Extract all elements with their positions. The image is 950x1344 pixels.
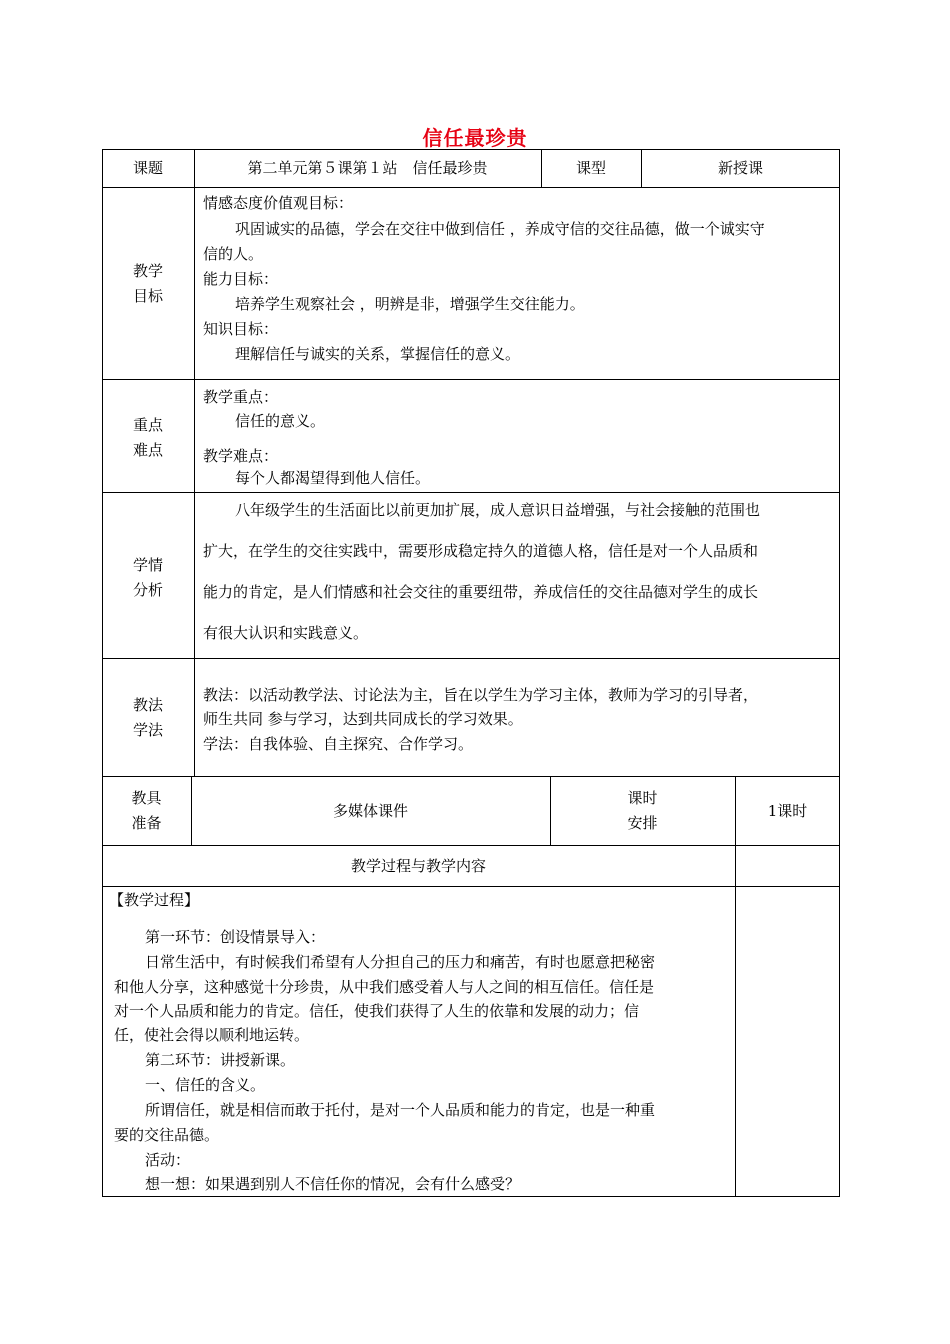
process-line: 和他人分享，这种感觉十分珍贵，从中我们感受着人与人之间的相互信任。信任是 <box>114 978 655 996</box>
objectives-line: 知识目标： <box>203 320 279 338</box>
methods-label: 教法 学法 <box>132 696 163 739</box>
page-title: 信任最珍贵 <box>422 126 528 150</box>
key-points-line: 信任的意义。 <box>235 412 326 430</box>
objectives-line: 信的人。 <box>203 245 264 263</box>
key-points-line: 教学重点： <box>203 388 279 406</box>
type-value: 新授课 <box>717 159 763 177</box>
process-line: 一、信任的含义。 <box>145 1076 266 1094</box>
methods-line: 教法：以活动教学法、讨论法为主，旨在以学生为学习主体，教师为学习的引导者， <box>203 686 759 704</box>
process-line: 第二环节：讲授新课。 <box>145 1051 296 1069</box>
type-label: 课型 <box>575 159 606 177</box>
topic-value: 第二单元第５课第１站 信任最珍贵 <box>247 159 488 177</box>
tools-label: 教具 准备 <box>131 789 162 832</box>
analysis-line: 扩大，在学生的交往实践中，需要形成稳定持久的道德人格，信任是对一个人品质和 <box>203 542 759 560</box>
objectives-line: 情感态度价值观目标： <box>203 194 354 212</box>
objectives-line: 能力目标： <box>203 270 279 288</box>
process-line: 第一环节：创设情景导入： <box>145 928 326 946</box>
objectives-line: 培养学生观察社会 ，明辨是非，增强学生交往能力。 <box>235 295 585 313</box>
process-line: 要的交往品德。 <box>114 1126 220 1144</box>
process-heading: 教学过程与教学内容 <box>350 857 486 875</box>
key-points-line: 教学难点： <box>203 447 279 465</box>
objectives-label: 教学 目标 <box>132 262 163 305</box>
key-points-line: 每个人都渴望得到他人信任。 <box>235 469 431 487</box>
process-line: 对一个人品质和能力的肯定。信任，使我们获得了人生的依靠和发展的动力；信 <box>114 1002 640 1020</box>
process-line: 活动： <box>145 1151 191 1169</box>
key-points-label: 重点 难点 <box>132 416 163 459</box>
tools-value: 多媒体课件 <box>332 802 408 820</box>
process-line: 所谓信任，就是相信而敢于托付，是对一个人品质和能力的肯定，也是一种重 <box>145 1101 656 1119</box>
time-value: 1课时 <box>767 802 808 820</box>
time-label: 课时 安排 <box>627 789 658 832</box>
process-line: 想一想：如果遇到别人不信任你的情况，会有什么感受？ <box>145 1175 521 1193</box>
methods-line: 师生共同 参与学习，达到共同成长的学习效果。 <box>203 710 523 728</box>
process-line: 日常生活中，有时候我们希望有人分担自己的压力和痛苦，有时也愿意把秘密 <box>145 953 656 971</box>
analysis-label: 学情 分析 <box>132 556 163 599</box>
topic-label: 课题 <box>132 159 163 177</box>
process-line: 【教学过程】 <box>109 891 200 909</box>
analysis-line: 八年级学生的生活面比以前更加扩展，成人意识日益增强，与社会接触的范围也 <box>235 501 761 519</box>
analysis-line: 能力的肯定，是人们情感和社会交往的重要纽带，养成信任的交往品德对学生的成长 <box>203 583 759 601</box>
analysis-line: 有很大认识和实践意义。 <box>203 624 369 642</box>
methods-line: 学法：自我体验、自主探究、合作学习。 <box>203 735 474 753</box>
objectives-line: 巩固诚实的品德，学会在交往中做到信任 ，养成守信的交往品德，做一个诚实守 <box>235 220 765 238</box>
objectives-line: 理解信任与诚实的关系，掌握信任的意义。 <box>235 345 521 363</box>
process-line: 任，使社会得以顺利地运转。 <box>114 1026 310 1044</box>
